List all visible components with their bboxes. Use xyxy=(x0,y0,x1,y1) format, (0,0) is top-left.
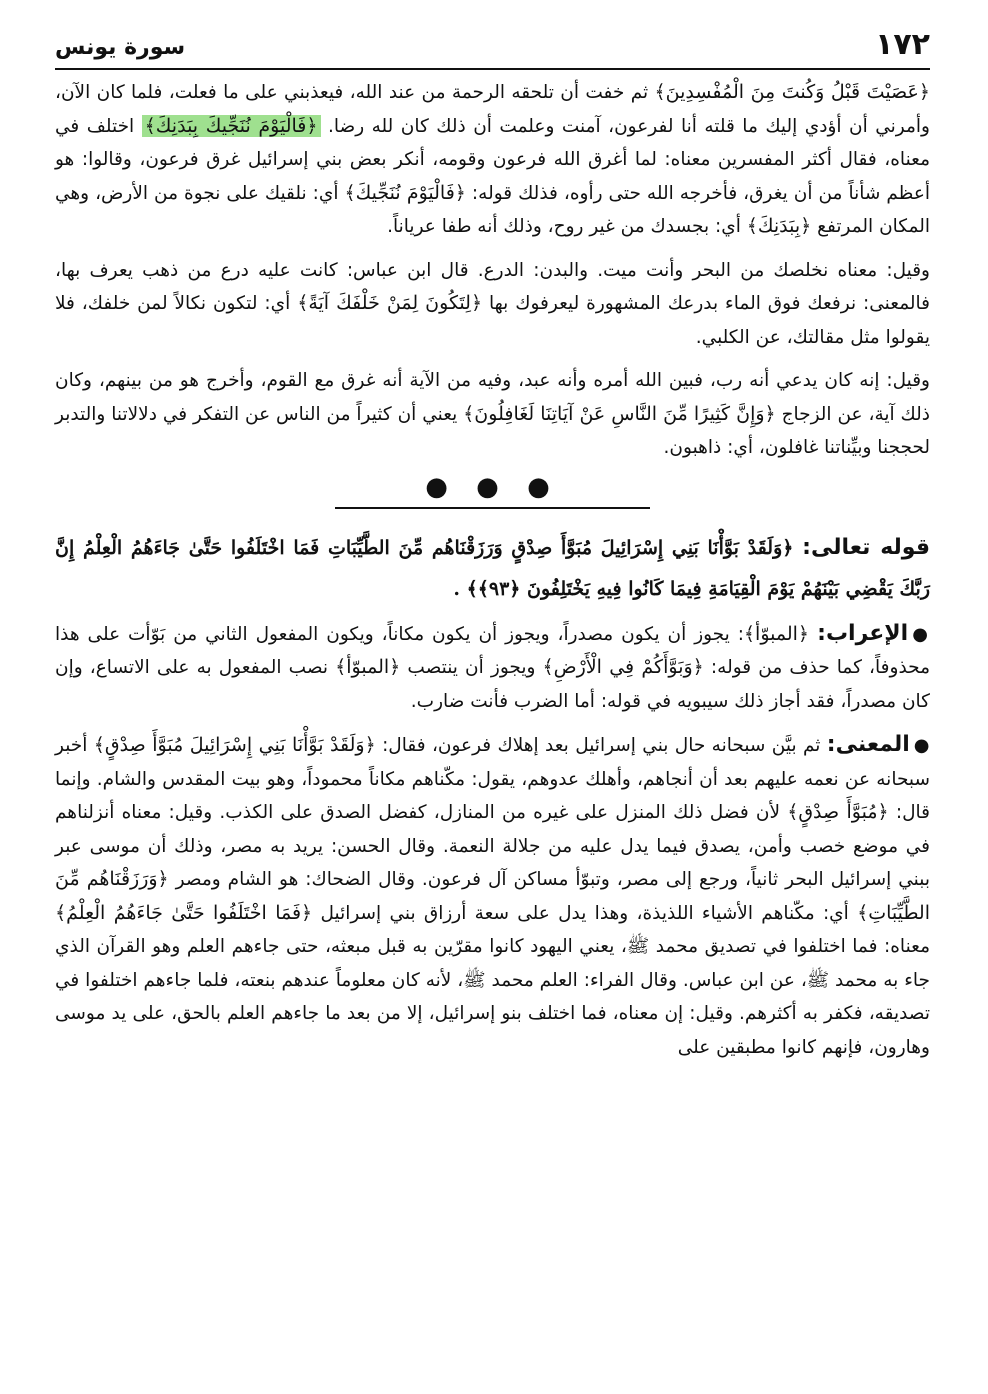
separator-line xyxy=(335,507,650,509)
quran-quote: ﴿لِتَكُونَ لِمَنْ خَلْفَكَ آيَةً﴾ xyxy=(297,292,483,314)
paragraph-text: أخبر سبحانه عن نعمه عليهم بعد أن أنجاهم، وأهلك عدوهم، يقول: مكّناهم مكاناً محموداً، وهو بيت المقدس والشام. وإنما قال: xyxy=(55,735,930,823)
bullet-icon: ● xyxy=(912,623,930,645)
paragraph-text: أي: لتكون نكالاً لمن خلفك، فلا يقولوا مثل مقالتك، عن الكلبي. xyxy=(55,293,930,348)
paragraph-text: لأن فضل ذلك المنزل على غيره من المنازل، كفضل الصدق على الكذب. وقيل: معناه أنزلناهم في موضع خصب وأمن، يصدق فيما يدل عليه من جلالة النعمة. وقال الحسن: يريد به مصر، وذلك أن موسى عبر ببني إسرائيل البحر ثانياً، ورجع إلى مصر، وتبوّأ مساكن آل فرعون. وقال الضحاك: هو الشام ومصر xyxy=(55,802,930,890)
maana-section xyxy=(55,728,930,1064)
quran-quote: ﴿المبوّأ﴾ xyxy=(335,656,401,678)
quran-quote: ﴿فَالْيَوْمَ نُنَجِّيكَ﴾ xyxy=(344,181,466,204)
paragraph-text: وقيل: معناه نخلصك من البحر وأنت ميت. والبدن: الدرع. قال ابن عباس: كانت عليه درع من ذهب يعرف بها، فالمعنى: نرفعك فوق الماء بدرعك المشهورة ليعرفوك بها xyxy=(55,259,931,314)
highlighted-quran-quote[interactable]: ﴿فَالْيَوْمَ نُنَجِّيكَ بِبَدَنِكَ﴾ xyxy=(142,115,321,137)
paragraph-text: ويجوز أن ينتصب xyxy=(400,657,543,678)
quran-quote: ﴿وَلَقَدْ بَوَّأْنَا بَنِي إِسْرَائِيلَ مُبَوَّأَ صِدْقٍ﴾ xyxy=(93,734,376,756)
paragraph-text: اختلف في معناه، فقال أكثر المفسرين معناه: لما أغرق الله فرعون وقومه، أنكر بعض بني إسرائيل غرق فرعون، وقالوا: هو أعظم شأناً من أن يغرق، فأخرجه الله حتى رأوه، فذلك قوله: xyxy=(55,115,931,204)
paragraph-text: معناه: فما اختلفوا في تصديق محمد ﷺ، يعني اليهود كانوا مقرّين به قبل مبعثه، حتى جاءهم العلم وهو القرآن الذي جاء به محمد ﷺ، عن ابن عباس. وقال الفراء: العلم محمد ﷺ، لأنه كان معلوماً عندهم بنعته، فلما جاءهم اختلفوا في تصديقه، فكفر به أكثرهم. وقيل: إن معناه، فما اختلف بنو إسرائيل، إلا من بعد ما جاءهم العلم بالحق، على يد موسى وهارون، فإنهم كانوا مطبقين على xyxy=(55,936,930,1058)
verse-text: ﴿وَلَقَدْ بَوَّأْنَا بَنِي إِسْرَائِيلَ مُبَوَّأَ صِدْقٍ وَرَزَقْنَاهُم مِّنَ الطَّيِّبَاتِ فَمَا اخْتَلَفُوا حَتَّىٰ جَاءَهُمُ الْعِلْمُ إِنَّ رَبَّكَ يَقْضِي بَيْنَهُمْ يَوْمَ الْقِيَامَةِ فِيمَا كَانُوا فِيهِ يَخْتَلِفُونَ ﴿٩٣﴾﴾ . xyxy=(55,536,930,600)
quran-quote: ﴿عَصَيْتَ قَبْلُ وَكُنتَ مِنَ الْمُفْسِدِينَ﴾ xyxy=(654,81,930,103)
paragraph-text: نصب المفعول به على الاتساع، وإن كان مصدراً، فقد أجاز ذلك سيبويه في قوله: أما الضرب فأنت ضارب. xyxy=(55,657,930,712)
irab-label: الإعراب: xyxy=(817,620,909,646)
verse-label: قوله تعالى: xyxy=(802,534,931,560)
paragraph-text: أي: مكّناهم الأشياء اللذيذة، وهذا يدل على سعة أرزاق بني إسرائيل xyxy=(312,902,858,924)
quran-quote: ﴿فَمَا اخْتَلَفُوا حَتَّىٰ جَاءَهُمُ الْعِلْمُ﴾ xyxy=(55,901,313,924)
paragraph-text: يعني أن كثيراً من الناس عن التفكر في دلالاتنا والتدبر لحججنا وبيِّناتنا غافلون، أي: ذاهبون. xyxy=(55,403,930,458)
book-page xyxy=(55,22,930,1064)
separator-dots: ● ● ● xyxy=(425,471,560,502)
maana-label: المعنى: xyxy=(826,732,910,757)
paragraph-text: أي: نلقيك على نجوة من الأرض، وهي المكان المرتفع xyxy=(55,182,930,237)
paragraph-text: أي: بجسدك من غير روح، وذلك أنه طفا عرياناً. xyxy=(387,216,747,237)
paragraph-1 xyxy=(55,76,930,244)
section-separator xyxy=(55,473,930,521)
quran-quote: ﴿بِبَدَنِكَ﴾ xyxy=(746,215,812,237)
quran-quote: ﴿وَرَزَقْنَاهُم مِّنَ الطَّيِّبَاتِ﴾ xyxy=(55,868,930,924)
paragraph-text: : يجوز أن يكون مصدراً، ويجوز أن يكون مكاناً، ويكون المفعول الثاني من بَوّأت على هذا محذوفاً، كما حذف من قوله: xyxy=(55,623,931,678)
surah-name: سورة يونس xyxy=(55,35,186,60)
quran-quote: ﴿وَبَوَّأَكُمْ فِي الْأَرْضِ﴾ xyxy=(542,656,704,678)
paragraph-3 xyxy=(55,364,930,465)
bullet-icon: ● xyxy=(913,735,930,756)
paragraph-text: ثم خفت أن تلحقه الرحمة من عند الله، فيعذبني على ما فعلت، فلما كان الآن، وأمرني أن أؤدي إليك ما قلته أنا لفرعون، آمنت وعلمت أن ذلك كان لله رضا. xyxy=(55,82,930,137)
paragraph-2 xyxy=(55,254,930,355)
verse-block xyxy=(55,527,930,609)
irab-section xyxy=(55,617,930,719)
quran-quote: ﴿وَإِنَّ كَثِيرًا مِّنَ النَّاسِ عَنْ آيَاتِنَا لَغَافِلُونَ﴾ xyxy=(463,402,776,425)
page-header xyxy=(55,22,930,70)
quran-quote: ﴿المبوّأ﴾ xyxy=(743,622,818,645)
paragraph-text: ثم بيَّن سبحانه حال بني إسرائيل بعد إهلاك فرعون، فقال: xyxy=(375,735,827,756)
page-number: ١٧٢ xyxy=(875,27,930,62)
paragraph-text: وقيل: إنه كان يدعي أنه رب، فبين الله أمره وأنه عبد، وفيه من الآية أنه غرق مع القوم، وأخرج هو من بينهم، وكان ذلك آية، عن الزجاج xyxy=(55,370,931,425)
quran-quote: ﴿مُبَوَّأَ صِدْقٍ﴾ xyxy=(787,801,889,823)
